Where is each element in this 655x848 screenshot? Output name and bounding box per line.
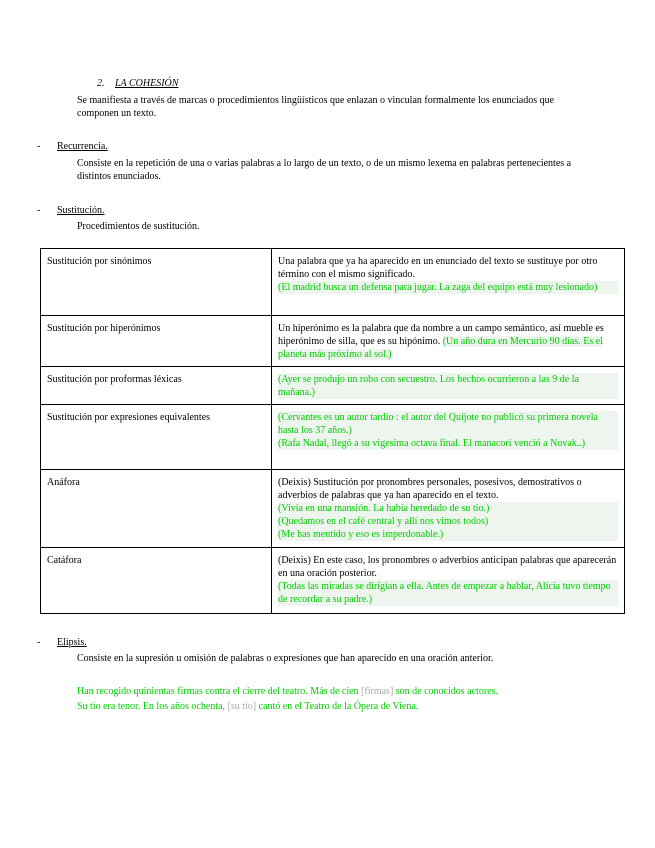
row-content — [272, 405, 625, 470]
elipsis-example-1 — [77, 685, 617, 698]
row-description: (Deixis) En este caso, los pronombres o adverbios anticipan palabras que aparecerán en una oración posterior. — [278, 555, 617, 579]
row-label: Catáfora — [41, 548, 272, 614]
elipsis-title: Elipsis. — [57, 637, 87, 648]
row-example: (Cervantes es un autor tardío : el autor del Quijote no publicó su primera novela hasta los 37 años.) — [278, 411, 618, 437]
example-text: Han recogido quinientas firmas contra el cierre del teatro. Más de cien — [77, 686, 359, 697]
elipsis-example-2 — [77, 700, 617, 713]
intro-paragraph: Se manifiesta a través de marcas o procedimientos lingüísticos que enlazan o vinculan formalmente los enunciados que componen un texto. — [77, 95, 555, 119]
elided-word: [firmas] — [361, 686, 394, 697]
row-label: Sustitución por hiperónimos — [41, 316, 272, 367]
elided-word: [su tío] — [227, 701, 257, 712]
row-example: (Todas las miradas se dirigían a ella. Antes de empezar a hablar, Alicia tuvo tiempo de recordar a su padre.) — [278, 580, 618, 606]
row-description: (Deixis) Sustitución por pronombres personales, posesivos, demostrativos o adverbios de palabras que ya han aparecido en el texto. — [278, 477, 582, 501]
table-row — [41, 470, 625, 548]
row-description: Una palabra que ya ha aparecido en un enunciado del texto se sustituye por otro término con el mismo significado. — [278, 256, 598, 280]
row-label: Sustitución por proformas léxicas — [41, 367, 272, 405]
bullet-dash: - — [37, 637, 41, 648]
table-row — [41, 367, 625, 405]
table-row — [41, 249, 625, 316]
recurrencia-title: Recurrencia. — [57, 141, 108, 152]
row-content — [272, 470, 625, 548]
row-example: (Un año dura en Mercurio 90 días. Es el planeta más próximo al sol.) — [278, 336, 603, 360]
row-example: (El madrid busca un defensa para jugar. La zaga del equipo está muy lesionado) — [278, 281, 618, 294]
example-text: son de conocidos actores. — [395, 686, 498, 697]
section-heading — [97, 77, 178, 90]
row-content — [272, 249, 625, 316]
sustitucion-text: Procedimientos de sustitución. — [77, 221, 200, 232]
row-example: (Vivía en una mansión. La había heredado de su tío.) — [278, 502, 618, 515]
row-example: (Me has mentido y eso es imperdonable.) — [278, 528, 618, 541]
row-content — [272, 316, 625, 367]
row-example: (Rafa Nadal, llegó a su vigesima octava final. El manacorí venció a Novak..) — [278, 437, 618, 450]
row-label: Sustitución por sinónimos — [41, 249, 272, 316]
row-description: Un hiperónimo es la palabra que da nombre a un campo semántico, así mueble es hiperónimo de silla, que es su hipónimo. — [278, 323, 604, 347]
row-label: Anáfora — [41, 470, 272, 548]
row-content — [272, 367, 625, 405]
elipsis-text: Consiste en la supresión u omisión de palabras o expresiones que han aparecido en una oración anterior. — [77, 653, 494, 664]
example-text: Su tío era tenor. En los años ochenta, — [77, 701, 226, 712]
recurrencia-text: Consiste en la repetición de una o varias palabras a lo largo de un texto, o de un mismo lexema en palabras pertenecientes a distintos enunciados. — [77, 158, 572, 182]
example-text: cantó en el Teatro de la Ópera de Viena. — [258, 701, 419, 712]
table-row — [41, 316, 625, 367]
heading-number: 2. — [97, 78, 105, 89]
row-example: (Quedamos en el café central y allí nos vimos todos) — [278, 515, 618, 528]
heading-title: LA COHESIÓN — [115, 78, 179, 89]
bullet-dash: - — [37, 141, 41, 152]
substitution-table — [40, 248, 625, 614]
bullet-dash: - — [37, 205, 41, 216]
table-row — [41, 548, 625, 614]
sustitucion-title: Sustitución. — [57, 205, 105, 216]
row-content — [272, 548, 625, 614]
table-row — [41, 405, 625, 470]
row-label: Sustitución por expresiones equivalentes — [41, 405, 272, 470]
row-example: (Ayer se produjo un robo con secuestro. Los hechos ocurrieron a las 9 de la mañana.) — [278, 373, 618, 399]
